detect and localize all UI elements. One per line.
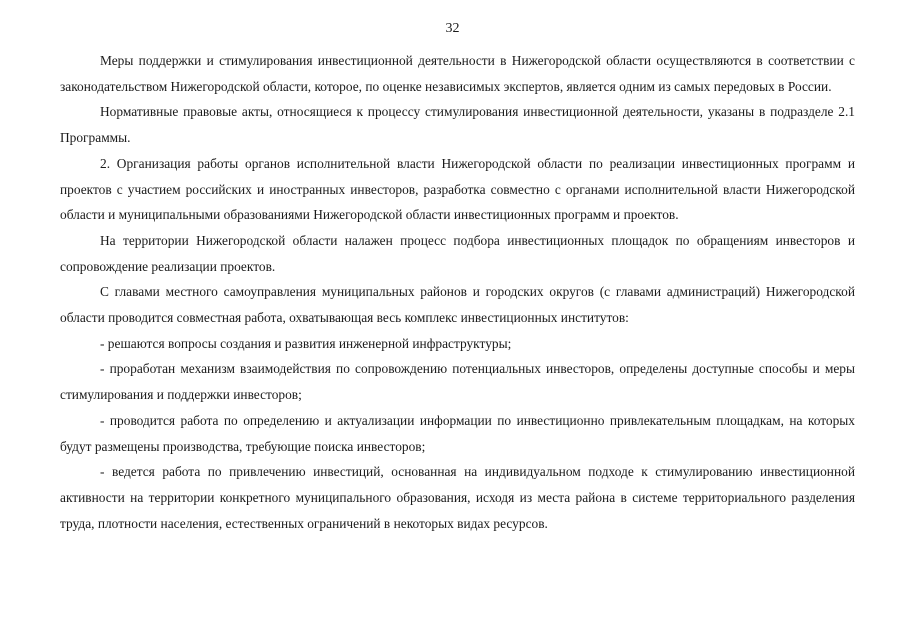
list-item-site-information: - проводится работа по определению и актуализации информации по инвестиционно привлекательным площадкам, на которых будут размещены производства, требующие поиска инвесторов;: [60, 412, 855, 454]
paragraph-investment-support: Меры поддержки и стимулирования инвестиционной деятельности в Нижегородской области осуществляются в соответствии с законодательством Нижегородской области, которое, по оценке независимых экспертов, является одним из самых передовых в России.: [60, 53, 855, 94]
list-item-infrastructure: - решаются вопросы создания и развития инженерной инфраструктуры;: [100, 335, 512, 351]
paragraph-legal-acts: Нормативные правовые акты, относящиеся к процессу стимулирования инвестиционной деятельности, указаны в подразделе 2.1 Программы.: [60, 104, 855, 146]
list-item-investor-support: - проработан механизм взаимодействия по сопровождению потенциальных инвесторов, определены доступные способы и меры стимулирования и поддержки инвесторов;: [60, 361, 855, 403]
paragraph-section-2: 2. Организация работы органов исполнительной власти Нижегородской области по реализации инвестиционных программ и проектов с участием российских и иностранных инвесторов, разработка совместно с органами исполнительной власти Нижегородской области и муниципальными образованиями Нижегородской области инвестиционных программ и проектов.: [60, 155, 855, 223]
page-number: 32: [445, 21, 460, 36]
paragraph-local-cooperation: С главами местного самоуправления муниципальных районов и городских округов (с главами администраций) Нижегородской области проводится совместная работа, охватывающая весь комплекс инвестиционных институтов:: [60, 284, 855, 326]
document-body: [60, 48, 855, 536]
list-item-individual-approach: - ведется работа по привлечению инвестиций, основанная на индивидуальном подходе к стимулированию инвестиционной активности на территории конкретного муниципального образования, исходя из места района в системе территориального разделения труда, плотности населения, естественных ограничений в некоторых видах ресурсов.: [60, 464, 855, 531]
paragraph-site-selection: На территории Нижегородской области налажен процесс подбора инвестиционных площадок по обращениям инвесторов и сопровождение реализации проектов.: [60, 232, 855, 274]
